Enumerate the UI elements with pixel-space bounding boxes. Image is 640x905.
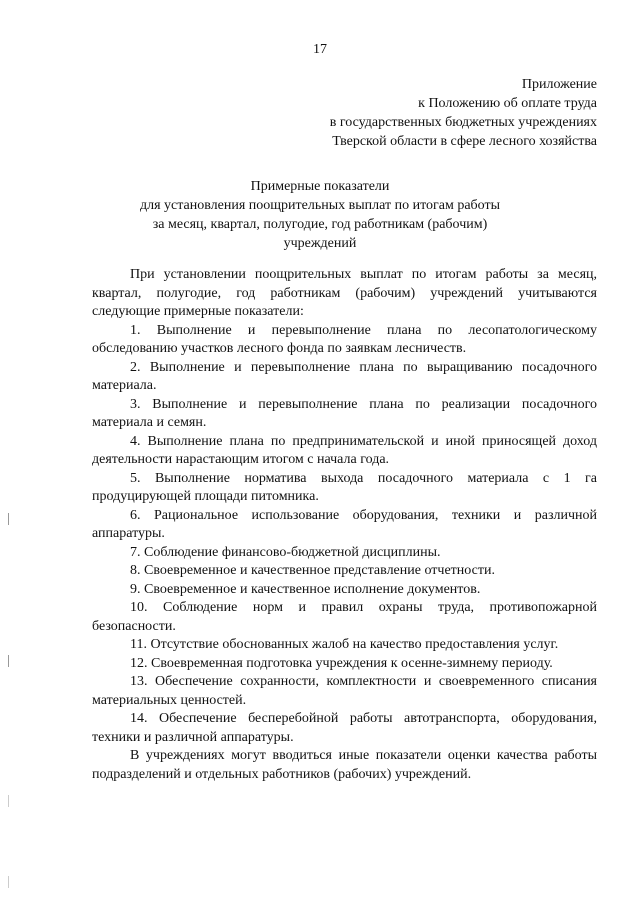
list-item: 2. Выполнение и перевыполнение плана по выращиванию посадочного материала. — [92, 359, 597, 393]
list-item: 10. Соблюдение норм и правил охраны труда, противопожарной безопасности. — [92, 600, 597, 634]
list-item: 6. Рациональное использование оборудования, техники и различной аппаратуры. — [92, 507, 597, 541]
appendix-line: Приложение — [521, 77, 597, 92]
scan-margin-mark — [8, 795, 9, 807]
appendix-line: в государственных бюджетных учреждениях — [329, 115, 597, 130]
scan-margin-mark — [8, 876, 9, 888]
title-line: за месяц, квартал, полугодие, год работникам (рабочим) — [152, 217, 488, 232]
scan-margin-mark — [8, 655, 9, 667]
list-item: 1. Выполнение и перевыполнение плана по лесопатологическому обследованию участков лесного фонда по заявкам лесничеств. — [92, 322, 597, 356]
document-title — [0, 177, 640, 253]
list-item: 8. Своевременное и качественное представление отчетности. — [130, 563, 495, 578]
list-item: 12. Своевременная подготовка учреждения к осенне-зимнему периоду. — [130, 655, 553, 671]
scan-margin-mark — [8, 513, 9, 525]
list-item: 4. Выполнение плана по предпринимательской и иной приносящей доход деятельности нарастающим итогом с начала года. — [92, 433, 597, 467]
title-line: для установления поощрительных выплат по итогам работы — [139, 198, 501, 213]
list-item: 11. Отсутствие обоснованных жалоб на качество предоставления услуг. — [130, 637, 559, 652]
closing-paragraph: В учреждениях могут вводиться иные показатели оценки качества работы подразделений и отдельных работников (рабочих) учреждений. — [92, 748, 597, 782]
appendix-block — [330, 75, 597, 151]
list-item: 7. Соблюдение финансово-бюджетной дисциплины. — [130, 544, 441, 560]
list-item: 9. Своевременное и качественное исполнение документов. — [130, 581, 481, 597]
title-line: учреждений — [283, 236, 357, 251]
list-item: 5. Выполнение норматива выхода посадочного материала с 1 га продуцирующей площади питомника. — [92, 470, 597, 504]
list-item: 14. Обеспечение бесперебойной работы автотранспорта, оборудования, техники и различной аппаратуры. — [92, 711, 597, 745]
list-item: 3. Выполнение и перевыполнение плана по реализации посадочного материала и семян. — [92, 396, 597, 430]
page-number: 17 — [313, 42, 327, 57]
intro-paragraph: При установлении поощрительных выплат по итогам работы за месяц, квартал, полугодие, год работникам (рабочим) учреждений учитываются следующие примерные показатели: — [92, 267, 597, 319]
title-line: Примерные показатели — [250, 179, 390, 194]
list-item: 13. Обеспечение сохранности, комплектности и своевременного списания материальных ценностей. — [92, 674, 597, 708]
document-body — [92, 266, 597, 784]
appendix-line: к Положению об оплате труда — [418, 96, 597, 111]
appendix-line: Тверской области в сфере лесного хозяйства — [332, 134, 597, 149]
